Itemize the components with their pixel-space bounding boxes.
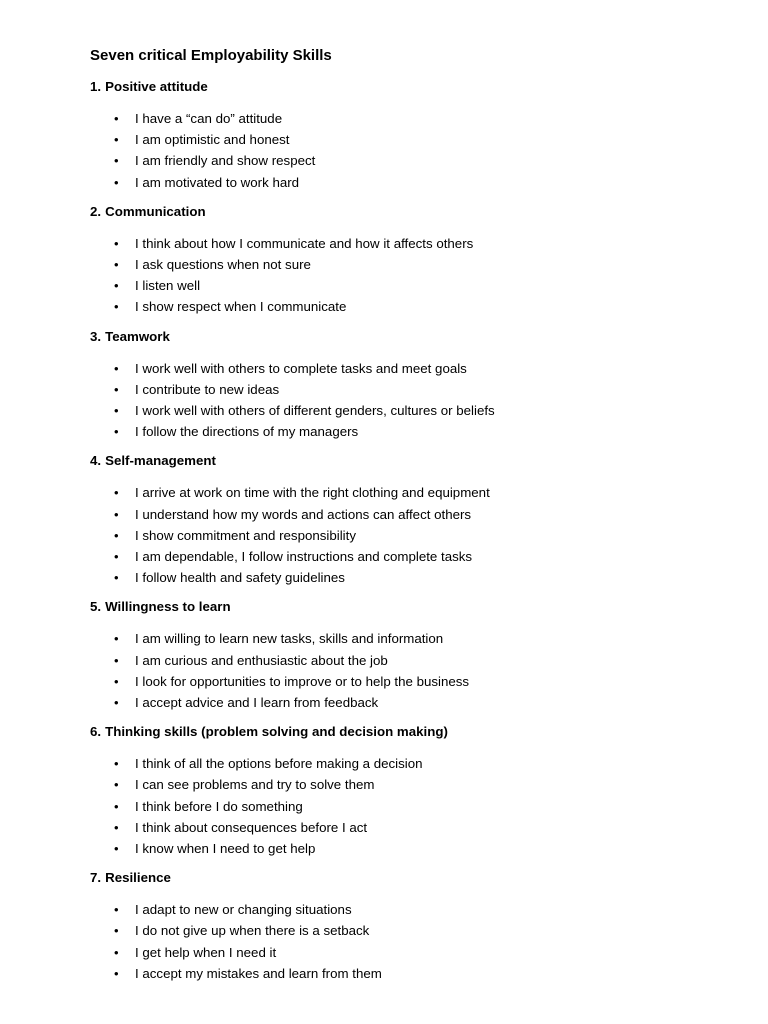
bullet-icon: • — [114, 111, 119, 126]
list-item-text: I think before I do something — [135, 798, 303, 814]
list-item-text: I show commitment and responsibility — [135, 527, 356, 543]
list-item — [90, 671, 768, 692]
list-item — [90, 254, 768, 275]
section-number: 2. — [90, 203, 102, 219]
bullet-icon: • — [114, 965, 119, 981]
list-item-text: I contribute to new ideas — [135, 381, 280, 397]
list-item-text: I am dependable, I follow instructions and complete tasks — [135, 549, 473, 565]
section-heading — [90, 78, 768, 96]
bullet-icon: • — [114, 570, 119, 586]
section-title: Teamwork — [105, 328, 170, 344]
bullet-icon: • — [114, 424, 119, 440]
bullet-list — [90, 753, 768, 859]
list-item-text: I am motivated to work hard — [135, 174, 300, 190]
bullet-icon: • — [114, 756, 119, 772]
list-item — [90, 753, 768, 774]
list-item — [90, 838, 768, 859]
bullet-icon: • — [114, 381, 119, 397]
section-number: 1. — [90, 79, 102, 94]
bullet-icon: • — [114, 235, 119, 251]
list-item-text: I work well with others of different genders, cultures or beliefs — [135, 403, 495, 419]
bullet-icon: • — [114, 132, 119, 148]
list-item-text: I get help when I need it — [135, 944, 277, 960]
bullet-icon: • — [114, 153, 119, 169]
section-resilience — [90, 869, 768, 984]
section-heading — [90, 723, 768, 741]
section-title: Thinking skills (problem solving and decision making) — [105, 724, 448, 740]
bullet-icon: • — [114, 360, 119, 376]
bullet-list — [90, 899, 768, 984]
bullet-list — [90, 482, 768, 588]
list-item-text: I listen well — [135, 278, 201, 294]
bullet-icon: • — [114, 278, 119, 294]
list-item-text: I ask questions when not sure — [135, 257, 311, 273]
list-item — [90, 650, 768, 671]
section-title: Self-management — [105, 453, 216, 469]
list-item — [90, 817, 768, 838]
list-item-text: I think about how I communicate and how it affects others — [135, 235, 474, 251]
section-willingness-to-learn — [90, 598, 768, 713]
list-item — [90, 774, 768, 795]
section-teamwork — [90, 328, 768, 443]
list-item-text: I have a “can do” attitude — [135, 111, 283, 126]
list-item — [90, 233, 768, 254]
list-item-text: I accept advice and I learn from feedback — [135, 695, 379, 711]
section-heading — [90, 452, 768, 470]
bullet-icon: • — [114, 695, 119, 711]
section-title: Positive attitude — [105, 79, 208, 94]
list-item-text: I adapt to new or changing situations — [135, 902, 352, 918]
section-thinking-skills — [90, 723, 768, 859]
list-item — [90, 482, 768, 503]
list-item — [90, 129, 768, 150]
list-item-text: I follow health and safety guidelines — [135, 570, 345, 586]
bullet-icon: • — [114, 923, 119, 939]
section-heading — [90, 328, 768, 346]
bullet-icon: • — [114, 798, 119, 814]
bullet-icon: • — [114, 652, 119, 668]
bullet-icon: • — [114, 299, 119, 315]
section-number: 5. — [90, 599, 102, 615]
list-item — [90, 567, 768, 588]
list-item-text: I do not give up when there is a setback — [135, 923, 370, 939]
list-item — [90, 546, 768, 567]
bullet-icon: • — [114, 944, 119, 960]
section-heading — [90, 203, 768, 221]
bullet-icon: • — [114, 902, 119, 918]
section-self-management — [90, 452, 768, 588]
section-title: Willingness to learn — [105, 599, 231, 615]
section-heading — [90, 598, 768, 616]
list-item — [90, 963, 768, 984]
bullet-icon: • — [114, 549, 119, 565]
bullet-icon: • — [114, 403, 119, 419]
list-item — [90, 942, 768, 963]
section-positive-attitude — [90, 78, 768, 193]
list-item — [90, 692, 768, 713]
list-item — [90, 172, 768, 193]
list-item-text: I understand how my words and actions can affect others — [135, 506, 472, 522]
bullet-icon: • — [114, 174, 119, 190]
list-item — [90, 150, 768, 171]
section-title: Resilience — [105, 870, 171, 886]
list-item — [90, 628, 768, 649]
list-item-text: I am willing to learn new tasks, skills and information — [135, 631, 444, 647]
bullet-icon: • — [114, 257, 119, 273]
list-item-text: I know when I need to get help — [135, 841, 316, 857]
list-item — [90, 525, 768, 546]
section-number: 3. — [90, 328, 102, 344]
list-item-text: I am curious and enthusiastic about the job — [135, 652, 388, 668]
section-number: 6. — [90, 724, 102, 740]
bullet-list — [90, 358, 768, 443]
list-item-text: I look for opportunities to improve or to help the business — [135, 673, 470, 689]
list-item — [90, 296, 768, 317]
list-item-text: I follow the directions of my managers — [135, 424, 359, 440]
section-communication — [90, 203, 768, 318]
list-item-text: I think about consequences before I act — [135, 819, 368, 835]
list-item — [90, 275, 768, 296]
bullet-list — [90, 233, 768, 318]
bullet-icon: • — [114, 841, 119, 857]
list-item — [90, 504, 768, 525]
list-item-text: I am friendly and show respect — [135, 153, 316, 169]
list-item-text: I work well with others to complete tasks and meet goals — [135, 360, 467, 376]
section-title: Communication — [105, 203, 206, 219]
bullet-list — [90, 628, 768, 713]
bullet-icon: • — [114, 631, 119, 647]
list-item — [90, 358, 768, 379]
list-item — [90, 796, 768, 817]
list-item-text: I accept my mistakes and learn from them — [135, 965, 382, 981]
list-item — [90, 108, 768, 129]
bullet-icon: • — [114, 527, 119, 543]
section-heading — [90, 869, 768, 887]
list-item-text: I think of all the options before making a decision — [135, 756, 423, 772]
list-item-text: I can see problems and try to solve them — [135, 777, 375, 793]
bullet-icon: • — [114, 819, 119, 835]
page-title: Seven critical Employability Skills — [90, 47, 332, 64]
list-item — [90, 379, 768, 400]
bullet-list — [90, 108, 768, 193]
list-item-text: I am optimistic and honest — [135, 132, 290, 148]
list-item — [90, 400, 768, 421]
list-item — [90, 421, 768, 442]
bullet-icon: • — [114, 506, 119, 522]
list-item — [90, 899, 768, 920]
list-item-text: I arrive at work on time with the right clothing and equipment — [135, 485, 490, 501]
section-number: 7. — [90, 870, 102, 886]
bullet-icon: • — [114, 777, 119, 793]
bullet-icon: • — [114, 673, 119, 689]
list-item-text: I show respect when I communicate — [135, 299, 347, 315]
list-item — [90, 920, 768, 941]
section-number: 4. — [90, 453, 102, 469]
bullet-icon: • — [114, 485, 119, 501]
